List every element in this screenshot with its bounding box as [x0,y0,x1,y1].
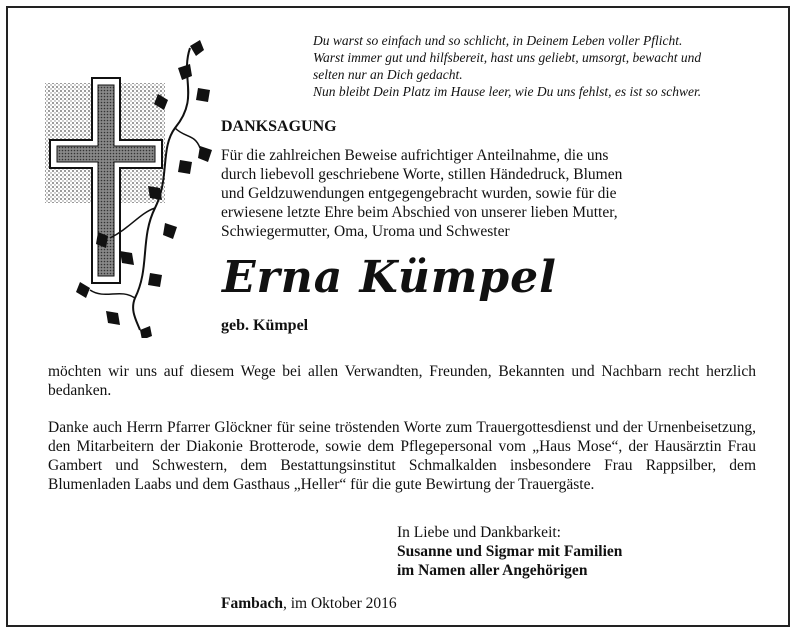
place-date [221,595,397,613]
closing-line: In Liebe und Dankbarkeit: [397,524,561,541]
poem-line: Nun bleibt Dein Platz im Hause leer, wie Du uns fehlst, es ist so schwer. [313,84,702,99]
heading: DANKSAGUNG [221,118,337,135]
intro-line: Für die zahlreichen Beweise aufrichtiger Anteilnahme, die uns [221,147,609,164]
deceased-name: Erna Kümpel [222,252,557,303]
signature-line: Susanne und Sigmar mit Familien [397,543,623,560]
place: Fambach [221,595,283,612]
poem [313,32,763,100]
poem-line: selten nur an Dich gedacht. [313,67,463,82]
signature-line: im Namen aller Angehörigen [397,562,588,579]
intro-line: durch liebevoll geschriebene Worte, stillen Händedruck, Blumen [221,166,623,183]
intro-line: erwiesene letzte Ehre beim Abschied von unserer lieben Mutter, [221,204,618,221]
signature-block [397,523,622,580]
date: , im Oktober 2016 [283,595,397,612]
thanks-paragraph: möchten wir uns auf diesem Wege bei allen Verwandten, Freunden, Bekannten und Nachbarn recht herzlich bedanken. [48,363,756,399]
intro-line: und Geldzuwendungen entgegengebracht wurden, sowie für die [221,185,617,202]
poem-line: Du warst so einfach und so schlicht, in Deinem Leben voller Pflicht. [313,33,683,48]
poem-line: Warst immer gut und hilfsbereit, hast uns geliebt, umsorgt, bewacht und [313,50,702,65]
acknowledgement-paragraph: Danke auch Herrn Pfarrer Glöckner für seine tröstenden Worte zum Trauergottesdienst und der Urnenbeisetzung, den Mitarbeitern der Diakonie Brotterode, sowie dem Pflegepersonal vom „Haus Mose“, der Hausärztin Frau Gambert und Schwestern, dem Bestattungsinstitut Schmalkalden insbesondere Frau Rappsilber, dem Blumenladen Laabs und dem Gasthaus „Heller“ für die gute Bewirtung der Trauergäste. [48,419,756,493]
birth-name: geb. Kümpel [221,317,309,334]
cross-with-ivy-icon [40,38,230,338]
intro-line: Schwiegermutter, Oma, Uroma und Schwester [221,223,510,240]
intro-text [221,146,676,241]
